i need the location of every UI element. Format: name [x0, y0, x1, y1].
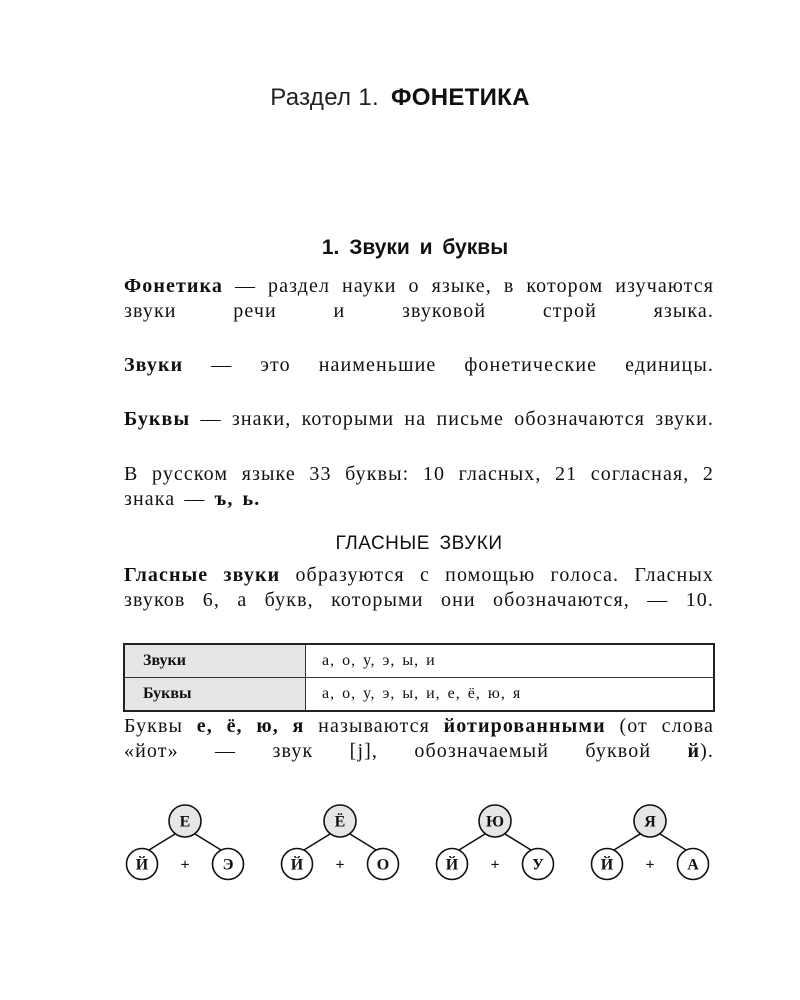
diagram-branch-left	[459, 834, 485, 850]
diagram-branch-right	[195, 834, 221, 850]
letter-diagram	[592, 805, 709, 880]
sounds-text: — это наименьшие фонетические единицы.	[183, 354, 714, 376]
vowel-table	[123, 643, 715, 712]
table-row	[124, 678, 714, 712]
vowels-term: Гласные звуки	[124, 564, 281, 586]
table-row-value: а, о, у, э, ы, и	[306, 644, 715, 678]
iotated-text-1: Буквы	[124, 715, 197, 737]
diagram-top-letter: Е	[179, 813, 191, 831]
diagram-left-letter: Й	[445, 856, 459, 874]
letters-definition	[124, 407, 714, 432]
letter-diagram	[282, 805, 399, 880]
vowels-text: образуются с помощью голоса. Гласных звуков 6, а букв, которыми они обозначаются, — 10.	[124, 564, 714, 611]
phonetics-term: Фонетика	[124, 275, 223, 297]
section-label: Раздел 1.	[270, 84, 379, 111]
letter-diagram	[127, 805, 244, 880]
table-row-value: а, о, у, э, ы, и, е, ё, ю, я	[306, 678, 715, 712]
diagram-right-letter: А	[687, 856, 699, 874]
iotated-letters: е, ё, ю, я	[196, 715, 305, 737]
diagram-plus: +	[335, 856, 345, 874]
sounds-term: Звуки	[124, 354, 184, 376]
table-row-header: Звуки	[124, 644, 306, 678]
vowels-heading: ГЛАСНЫЕ ЗВУКИ	[335, 533, 503, 554]
section-header	[0, 84, 800, 112]
sounds-definition	[124, 353, 714, 378]
section-title: ФОНЕТИКА	[390, 84, 530, 111]
letter-diagram	[437, 805, 554, 880]
phonetics-definition	[124, 274, 714, 324]
diagram-left-letter: Й	[600, 856, 614, 874]
table-row-header: Буквы	[124, 678, 306, 712]
diagram-top-letter: Ё	[334, 813, 346, 831]
signs-letters: ъ, ь.	[214, 488, 261, 510]
diagram-right-letter: О	[376, 856, 390, 874]
diagram-branch-right	[505, 834, 531, 850]
iotated-text-2: называются	[304, 715, 444, 737]
iotated-text-3: (от слова «йот» — звук [j], обозначаемый буквой	[124, 715, 715, 762]
diagram-right-letter: У	[532, 856, 544, 874]
diagram-branch-left	[304, 834, 330, 850]
diagram-top-letter: Я	[644, 813, 656, 831]
letters-text: — знаки, которыми на письме обозначаются звуки.	[190, 408, 714, 430]
iotated-text-4: ).	[700, 740, 714, 762]
iotated-letter-y: й	[687, 740, 701, 762]
letter-count-paragraph	[124, 462, 714, 512]
iotated-paragraph	[124, 714, 714, 764]
diagram-plus: +	[490, 856, 500, 874]
diagram-branch-right	[350, 834, 376, 850]
diagram-left-letter: Й	[135, 856, 149, 874]
diagram-top-letter: Ю	[485, 813, 505, 831]
letter-count-text: В русском языке 33 буквы: 10 гласных, 21 согласная, 2 знака —	[124, 463, 714, 510]
diagram-branch-left	[614, 834, 640, 850]
iotated-term: йотированными	[443, 715, 606, 737]
iotated-diagrams	[0, 800, 800, 900]
chapter-title: 1. Звуки и буквы	[321, 236, 509, 259]
vowels-paragraph	[124, 563, 714, 613]
diagram-plus: +	[180, 856, 190, 874]
phonetics-text: — раздел науки о языке, в котором изучаются звуки речи и звуковой строй языка.	[124, 275, 714, 322]
letters-term: Буквы	[124, 408, 191, 430]
diagram-left-letter: Й	[290, 856, 304, 874]
diagram-right-letter: Э	[222, 856, 234, 874]
diagram-branch-right	[660, 834, 686, 850]
diagram-plus: +	[645, 856, 655, 874]
diagram-branch-left	[149, 834, 175, 850]
table-row	[124, 644, 714, 678]
